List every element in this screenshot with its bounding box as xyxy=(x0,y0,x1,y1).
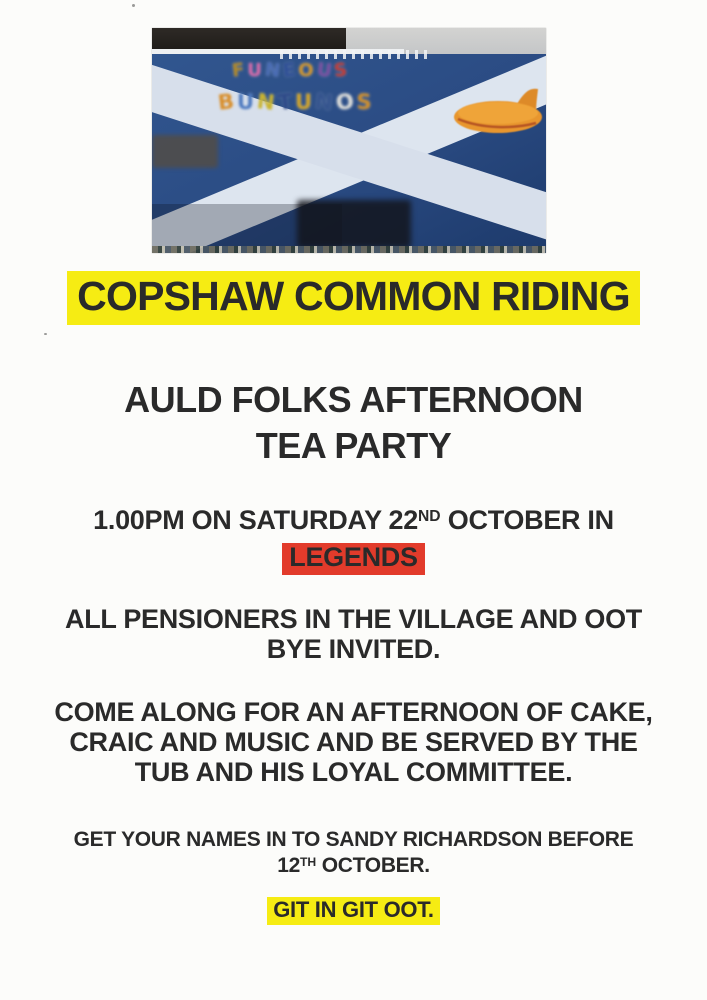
banner-row xyxy=(0,271,707,325)
date-ordinal: ND xyxy=(417,507,441,525)
photo-dark-shelf xyxy=(152,28,346,49)
names-deadline-block xyxy=(0,827,707,881)
come-along-line3: TUB AND HIS LOYAL COMMITTEE. xyxy=(134,757,573,787)
toy-letters-row1: F U N E O U S xyxy=(230,59,349,82)
come-along-block xyxy=(0,697,707,787)
invitation-block xyxy=(0,604,707,664)
scan-speck xyxy=(44,333,47,335)
title-line2: TEA PARTY xyxy=(255,425,452,466)
footer-slogan: GIT IN GIT OOT. xyxy=(267,897,440,925)
shadow-patch-left xyxy=(152,135,218,168)
invitation-line2: BYE INVITED. xyxy=(266,634,441,664)
shadow-patch-bottom xyxy=(297,200,411,248)
toy-letters-row2: B U N T U N O S xyxy=(216,89,372,115)
names-line1: GET YOUR NAMES IN TO SANDY RICHARDSON BEFORE xyxy=(73,828,634,851)
come-along-line2: CRAIC AND MUSIC AND BE SERVED BY THE xyxy=(69,727,638,757)
date-text: 1.00PM ON SATURDAY 22ND OCTOBER IN xyxy=(93,505,614,535)
invitation-line1: ALL PENSIONERS IN THE VILLAGE AND OOT xyxy=(65,604,642,634)
flag-fringe xyxy=(280,50,430,59)
footer-row xyxy=(0,897,707,925)
banner-copshaw-common-riding: COPSHAW COMMON RIDING xyxy=(67,271,640,325)
page-title xyxy=(0,377,707,469)
scan-speck xyxy=(132,4,135,7)
come-along-line1: COME ALONG FOR AN AFTERNOON OF CAKE, xyxy=(54,697,653,727)
venue-highlight: LEGENDS xyxy=(282,543,424,575)
names-line2: 12TH OCTOBER. xyxy=(277,854,430,877)
date-venue-block xyxy=(0,504,707,575)
deadline-ordinal: TH xyxy=(299,854,317,869)
goldfish-icon xyxy=(452,83,546,145)
title-line1: AULD FOLKS AFTERNOON xyxy=(124,379,583,420)
saltire-flag-photo xyxy=(152,28,546,253)
photo-bottom-strip xyxy=(152,246,546,253)
